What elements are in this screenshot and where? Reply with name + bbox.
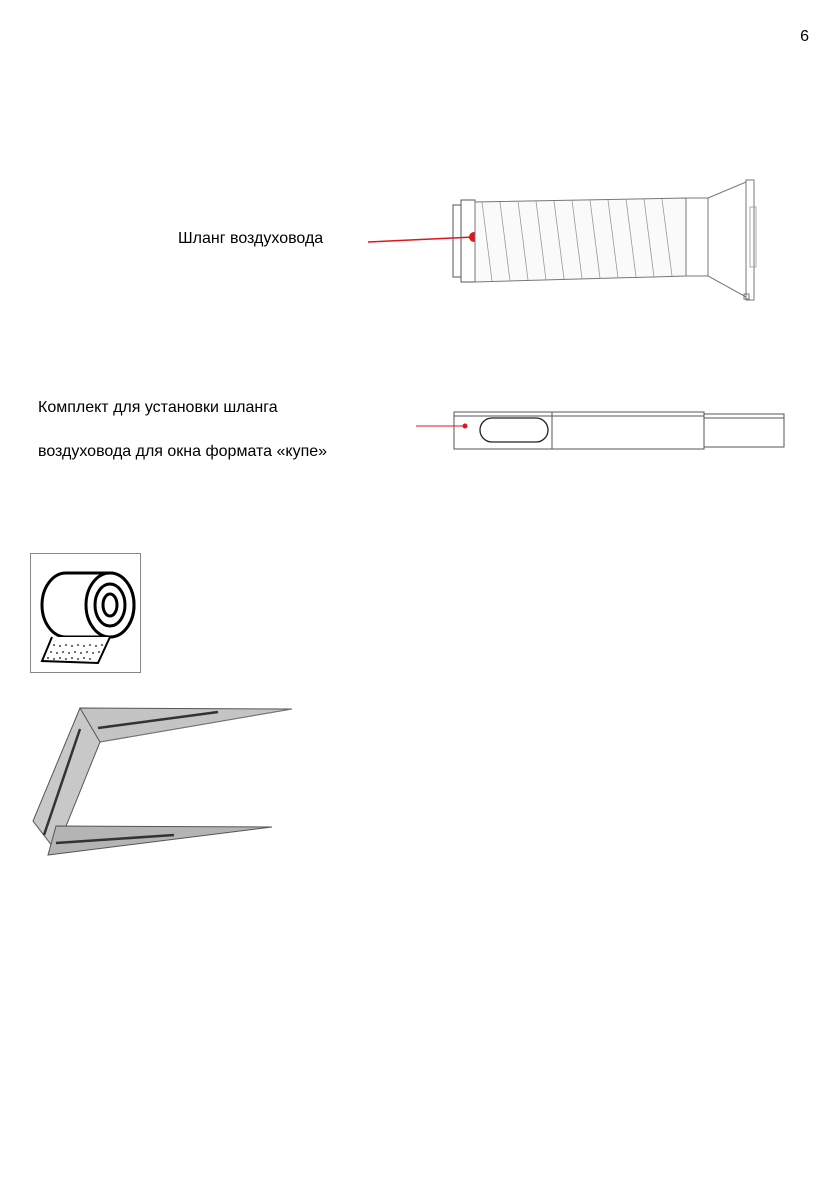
hose-label: Шланг воздуховода — [178, 230, 324, 247]
window-kit-label-line1: Комплект для установки шланга — [38, 399, 278, 416]
window-kit-label-line2: воздуховода для окна формата «купе» — [38, 443, 328, 460]
exhaust-hose-drawing — [0, 0, 839, 330]
adhesive-tape-roll-icon — [30, 553, 142, 673]
page-number: 6 — [800, 28, 809, 45]
window-slider-kit-drawing — [0, 400, 839, 480]
foam-seal-strip-icon — [28, 703, 328, 863]
